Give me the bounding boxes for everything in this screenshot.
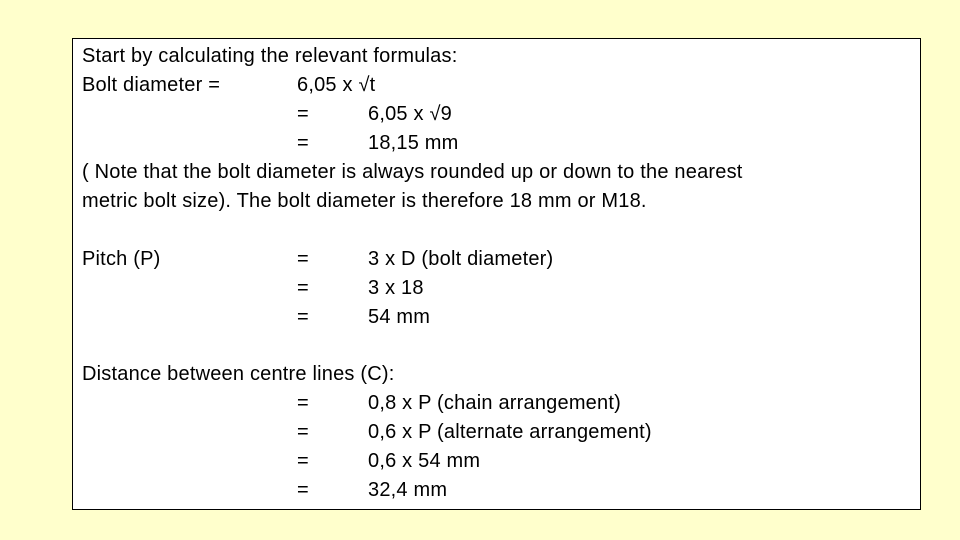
- bolt-diameter-substitution: 6,05 x √9: [368, 103, 452, 125]
- pitch-substitution: 3 x 18: [368, 277, 424, 299]
- bolt-diameter-result: 18,15 mm: [368, 132, 459, 154]
- centre-lines-alternate: 0,6 x P (alternate arrangement): [368, 421, 652, 443]
- centre-lines-result: 32,4 mm: [368, 479, 448, 501]
- note-line-2: metric bolt size). The bolt diameter is therefore 18 mm or M18.: [82, 190, 647, 212]
- bolt-diameter-label: Bolt diameter =: [82, 74, 221, 96]
- centre-lines-label: Distance between centre lines (C):: [82, 363, 395, 385]
- centre-lines-equals: =: [297, 450, 309, 472]
- intro-text: Start by calculating the relevant formulas:: [82, 45, 458, 67]
- centre-lines-substitution: 0,6 x 54 mm: [368, 450, 481, 472]
- centre-lines-equals: =: [297, 421, 309, 443]
- centre-lines-chain: 0,8 x P (chain arrangement): [368, 392, 621, 414]
- bolt-diameter-equals: =: [297, 132, 309, 154]
- centre-lines-equals: =: [297, 392, 309, 414]
- bolt-diameter-equals: =: [297, 103, 309, 125]
- pitch-formula: 3 x D (bolt diameter): [368, 248, 554, 270]
- centre-lines-equals: =: [297, 479, 309, 501]
- pitch-equals: =: [297, 306, 309, 328]
- pitch-result: 54 mm: [368, 306, 431, 328]
- bolt-diameter-formula: 6,05 x √t: [297, 74, 376, 96]
- pitch-label: Pitch (P): [82, 248, 161, 270]
- pitch-equals: =: [297, 248, 309, 270]
- pitch-equals: =: [297, 277, 309, 299]
- note-line-1: ( Note that the bolt diameter is always rounded up or down to the nearest: [82, 161, 743, 183]
